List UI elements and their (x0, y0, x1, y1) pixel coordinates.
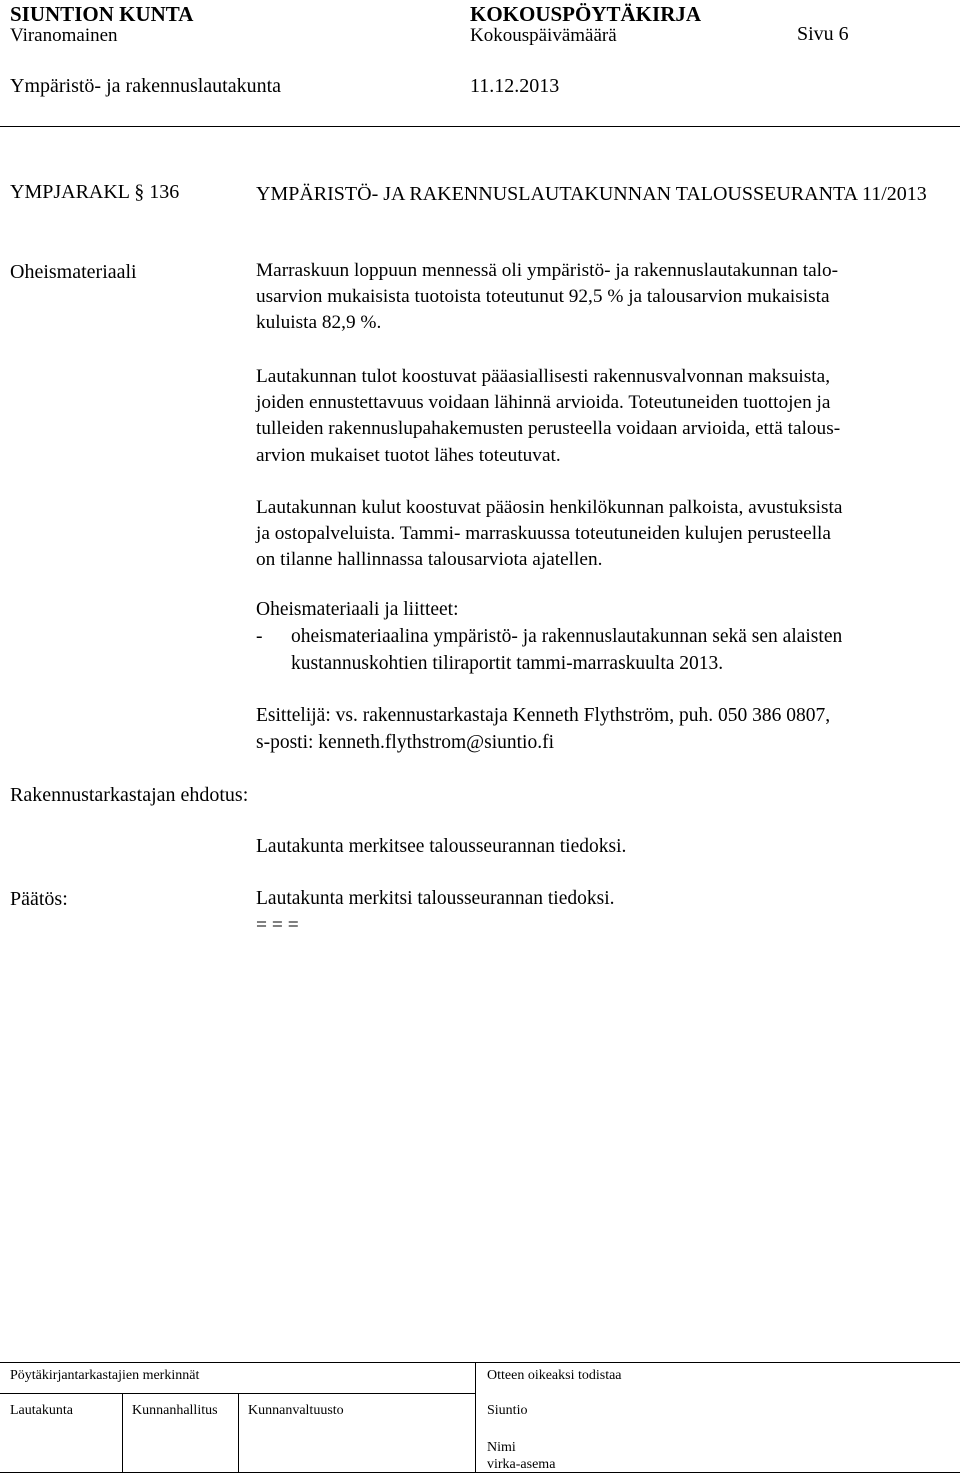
paragraph-line: Lautakunnan tulot koostuvat pääasiallisesti rakennusvalvonnan maksuista, (256, 366, 831, 387)
paragraph-line: arvion mukaiset tuotot lähes toteutuvat. (256, 444, 561, 466)
decision-text: Lautakunta merkitsi talousseurannan tiedoksi. (256, 888, 615, 909)
presenter-line: Esittelijä: vs. rakennustarkastaja Kenneth Flythström, puh. 050 386 0807, (256, 705, 831, 726)
paragraph-line: on tilanne hallinnassa talousarviota ajatellen. (256, 549, 603, 571)
paragraph-line: usarvion mukaisista tuotoista toteutunut 92,5 % ja talousarvion mukaisista (256, 286, 830, 308)
attachment-section-label: Oheismateriaali (10, 261, 137, 283)
authority-name: Ympäristö- ja rakennuslautakunta (10, 75, 282, 97)
paragraph-line: joiden ennustettavuus voidaan lähinnä arvioida. Toteutuneiden tuottojen ja (256, 392, 831, 414)
footer-column-divider (238, 1393, 239, 1472)
footer-position-label: virka-asema (487, 1457, 556, 1472)
paragraph-2 (256, 364, 956, 469)
item-code: YMPJARAKL § 136 (10, 181, 180, 203)
paragraph-line: Lautakunnan kulut koostuvat pääosin henkilökunnan palkoista, avustuksista (256, 497, 843, 518)
meeting-date: 11.12.2013 (470, 75, 560, 97)
decision-label: Päätös: (10, 888, 68, 910)
paragraph-line: ja ostopalveluista. Tammi- marraskuussa toteutuneiden kulujen perusteella (256, 523, 831, 545)
footer-column-kunnanhallitus: Kunnanhallitus (132, 1403, 218, 1418)
footer-extract-heading: Otteen oikeaksi todistaa (487, 1368, 622, 1383)
page-number: Sivu 6 (797, 23, 849, 45)
proposal-text: Lautakunta merkitsee talousseurannan tiedoksi. (256, 836, 627, 857)
attachment-bullet: - (256, 626, 263, 647)
footer-divider-vertical (475, 1362, 476, 1472)
document-type: KOKOUSPÖYTÄKIRJA (470, 2, 702, 26)
paragraph-3 (256, 495, 956, 574)
footer-name-label: Nimi (487, 1440, 516, 1455)
footer-marks-heading: Pöytäkirjantarkastajien merkinnät (10, 1368, 200, 1383)
footer-place: Siuntio (487, 1403, 528, 1418)
attachments-heading: Oheismateriaali ja liitteet: (256, 599, 459, 620)
org-name: SIUNTION KUNTA (10, 2, 194, 26)
item-title: YMPÄRISTÖ- JA RAKENNUSLAUTAKUNNAN TALOUSSEURANTA 11/2013 (256, 183, 927, 205)
attachment-item-line: oheismateriaalina ympäristö- ja rakennuslautakunnan sekä sen alaisten (291, 626, 843, 647)
proposal-label: Rakennustarkastajan ehdotus: (10, 784, 249, 806)
footer-top-border (0, 1362, 960, 1363)
paragraph-1 (256, 258, 956, 337)
header-divider (0, 126, 960, 127)
presenter-contact: s-posti: kenneth.flythstrom@siuntio.fi (256, 732, 554, 753)
attachment-item-line: kustannuskohtien tiliraportit tammi-marraskuulta 2013. (291, 653, 724, 674)
footer-column-divider (122, 1393, 123, 1472)
footer-column-lautakunta: Lautakunta (10, 1403, 73, 1418)
end-mark: = = = (256, 915, 299, 936)
paragraph-line: tulleiden rakennuslupahakemusten perusteella voidaan arvioida, että talous- (256, 418, 841, 440)
paragraph-line: kuluista 82,9 %. (256, 312, 382, 334)
footer-bottom-border (0, 1472, 960, 1473)
footer-column-kunnanvaltuusto: Kunnanvaltuusto (248, 1403, 344, 1418)
meeting-date-label: Kokouspäivämäärä (470, 25, 617, 46)
authority-label: Viranomainen (10, 25, 118, 46)
paragraph-line: Marraskuun loppuun mennessä oli ympäristö- ja rakennuslautakunnan talo- (256, 260, 839, 281)
